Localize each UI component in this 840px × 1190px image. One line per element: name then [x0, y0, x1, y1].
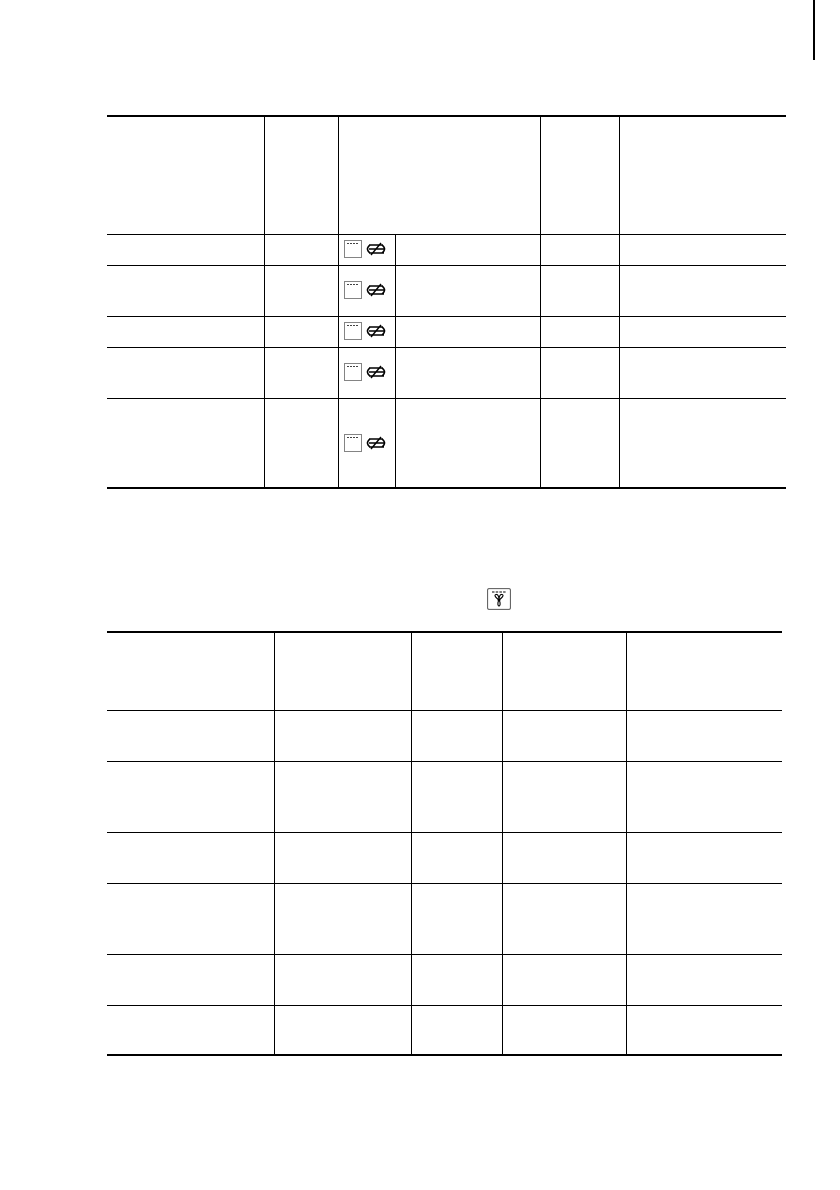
table-cell [626, 883, 782, 954]
table-cell [411, 1005, 502, 1055]
table-row [107, 761, 782, 832]
table-cell [540, 316, 619, 347]
table-cell [411, 883, 502, 954]
table-cell [540, 398, 619, 488]
table-cell [395, 316, 540, 347]
table-cell [619, 234, 786, 265]
table-cell [274, 883, 411, 954]
table-cell [107, 234, 264, 265]
header-cell [107, 116, 264, 234]
header-cell [107, 632, 274, 710]
header-cell [502, 632, 626, 710]
header-cell [540, 116, 619, 234]
table-cell [502, 954, 626, 1005]
table-row [107, 398, 786, 488]
table-cell [502, 832, 626, 883]
table-cell [626, 761, 782, 832]
table-cell [626, 832, 782, 883]
table-cell [274, 1005, 411, 1055]
table-row [107, 1005, 782, 1055]
table-cell [540, 234, 619, 265]
table-row [107, 265, 786, 316]
table-cell [502, 1005, 626, 1055]
fan-oven-icon [487, 588, 511, 610]
header-cell [274, 632, 411, 710]
table-cell [626, 1005, 782, 1055]
table-cell [107, 1005, 274, 1055]
table-cell [274, 832, 411, 883]
table-cell [107, 316, 264, 347]
table-cell [107, 265, 264, 316]
oven-top-bottom-heat-icon [344, 434, 390, 452]
table-row [107, 954, 782, 1005]
table-row [107, 710, 782, 761]
table-cell [540, 265, 619, 316]
table-cell [274, 710, 411, 761]
table-cell [107, 761, 274, 832]
table-cell [264, 398, 338, 488]
header-cell [264, 116, 338, 234]
oven-top-bottom-heat-icon [344, 363, 390, 381]
table-cell [619, 265, 786, 316]
table-cell [626, 954, 782, 1005]
oven-top-bottom-heat-icon [344, 281, 390, 299]
table-cell [107, 832, 274, 883]
table-cell [395, 234, 540, 265]
oven-mode-cell [338, 347, 395, 398]
table-cell [264, 347, 338, 398]
table-cell [107, 398, 264, 488]
table-cell [274, 954, 411, 1005]
oven-mode-cell [338, 234, 395, 265]
header-cell [626, 632, 782, 710]
table-cell [619, 316, 786, 347]
table-row [107, 234, 786, 265]
header-cell [338, 116, 540, 234]
table-cell [395, 265, 540, 316]
table-header-row [107, 116, 786, 234]
table-cell [502, 761, 626, 832]
table-cell [619, 347, 786, 398]
margin-vertical-rule [813, 0, 815, 60]
baking-table-fan [107, 631, 782, 1056]
oven-mode-cell [338, 398, 395, 488]
baking-table-conventional [107, 115, 786, 489]
table-cell [626, 710, 782, 761]
table-row [107, 883, 782, 954]
table-cell [264, 316, 338, 347]
table-header-row [107, 632, 782, 710]
table-cell [502, 883, 626, 954]
table-cell [411, 761, 502, 832]
table-cell [411, 954, 502, 1005]
table-row [107, 347, 786, 398]
oven-mode-cell [338, 265, 395, 316]
table-cell [619, 398, 786, 488]
header-cell [619, 116, 786, 234]
oven-mode-cell [338, 316, 395, 347]
header-cell [411, 632, 502, 710]
table-cell [264, 234, 338, 265]
table-cell [395, 398, 540, 488]
table-cell [264, 265, 338, 316]
oven-top-bottom-heat-icon [344, 240, 390, 258]
table-cell [107, 954, 274, 1005]
table-row [107, 316, 786, 347]
table-cell [107, 883, 274, 954]
table-cell [107, 347, 264, 398]
table-row [107, 832, 782, 883]
oven-top-bottom-heat-icon [344, 322, 390, 340]
table-cell [502, 710, 626, 761]
table-cell [411, 832, 502, 883]
table-cell [540, 347, 619, 398]
table-cell [274, 761, 411, 832]
table-cell [395, 347, 540, 398]
table-cell [411, 710, 502, 761]
table-cell [107, 710, 274, 761]
